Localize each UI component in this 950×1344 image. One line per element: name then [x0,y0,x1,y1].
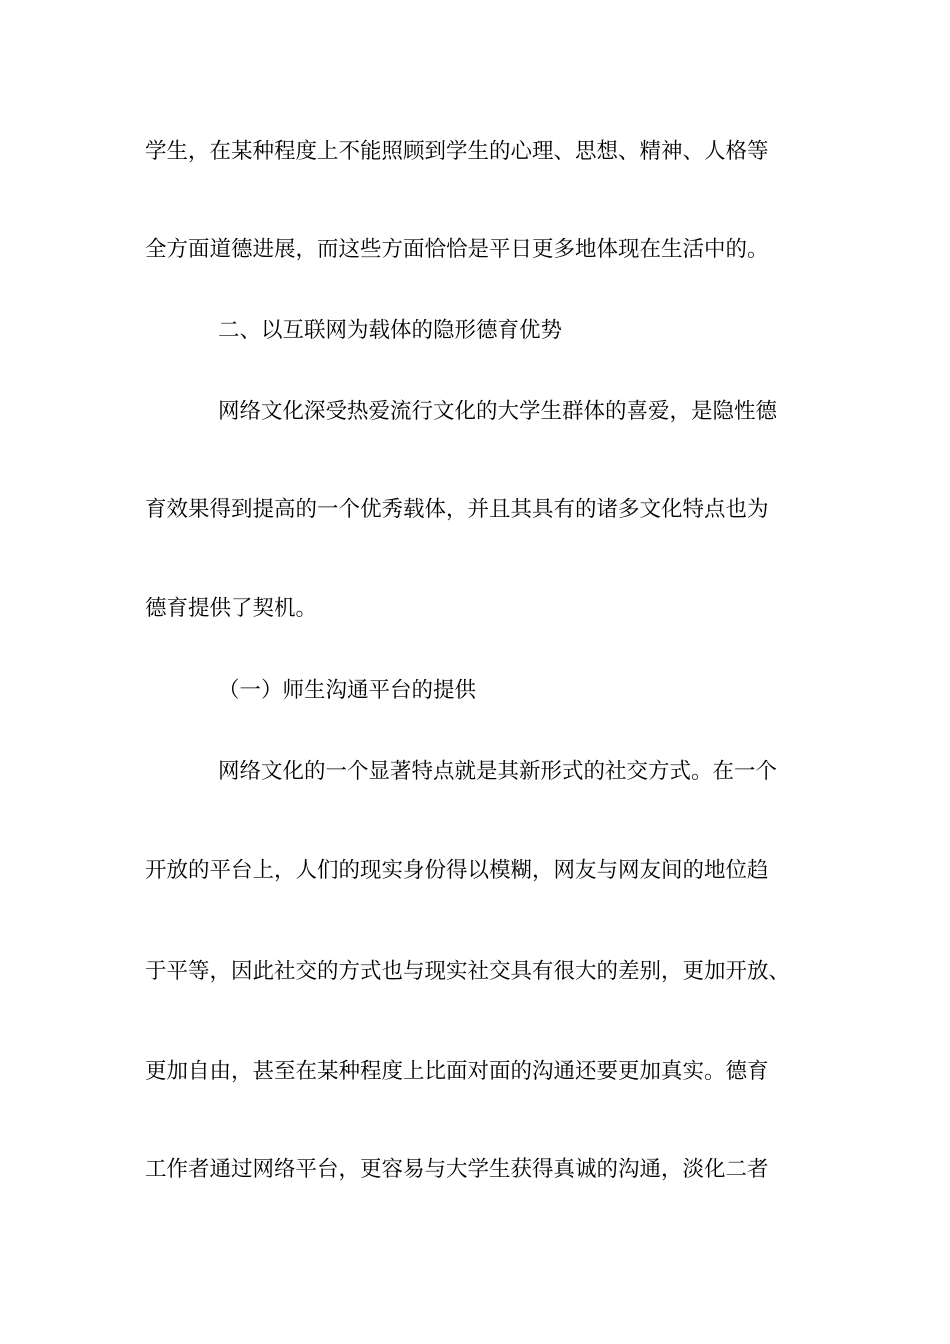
paragraph-line-4: 育效果得到提高的一个优秀载体，并且其具有的诸多文化特点也为 [145,497,769,522]
paragraph-line-8: 于平等，因此社交的方式也与现实社交具有很大的差别，更加开放、 [145,959,791,984]
paragraph-line-5: 德育提供了契机。 [145,596,318,621]
paragraph-line-7: 开放的平台上，人们的现实身份得以模糊，网友与网友间的地位趋 [145,858,769,883]
paragraph-line-6: 网络文化的一个显著特点就是其新形式的社交方式。在一个 [218,759,778,784]
paragraph-line-10: 工作者通过网络平台，更容易与大学生获得真诚的沟通，淡化二者 [145,1157,769,1182]
paragraph-line-2: 全方面道德进展，而这些方面恰恰是平日更多地体现在生活中的。 [145,237,769,262]
subsection-heading-1: （一）师生沟通平台的提供 [218,678,477,703]
paragraph-line-3: 网络文化深受热爱流行文化的大学生群体的喜爱，是隐性德 [218,399,778,424]
paragraph-line-9: 更加自由，甚至在某种程度上比面对面的沟通还要更加真实。德育 [145,1059,769,1084]
section-heading-2: 二、以互联网为载体的隐形德育优势 [218,318,563,343]
paragraph-line-1: 学生，在某种程度上不能照顾到学生的心理、思想、精神、人格等 [145,139,769,164]
